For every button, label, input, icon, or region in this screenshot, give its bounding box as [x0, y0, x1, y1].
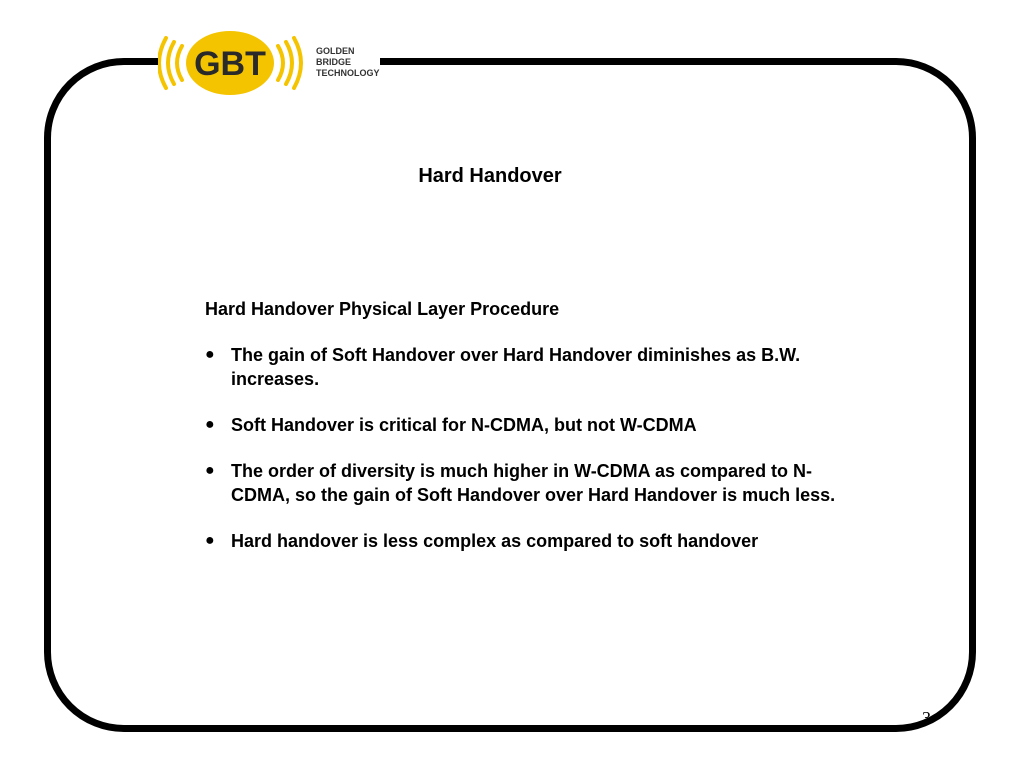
bullet-text: The gain of Soft Handover over Hard Handover diminishes as B.W. increases. [231, 345, 801, 389]
bullet-dot-icon: ● [205, 416, 215, 433]
bullet-item [205, 459, 845, 507]
page-number: 3 [922, 708, 931, 728]
section-heading: Hard Handover Physical Layer Procedure [205, 299, 560, 319]
gbt-logo-graphic [158, 28, 380, 98]
logo-mark-text: GBT [194, 45, 266, 83]
logo-line-2: BRIDGE [316, 57, 352, 67]
gbt-logo [158, 28, 380, 98]
bullet-dot-icon: ● [205, 532, 215, 549]
bullet-text: The order of diversity is much higher in W-CDMA as compared to N-CDMA, so the gain of Soft Handover over Hard Handover is much less. [231, 461, 836, 505]
logo-line-1: GOLDEN [316, 46, 355, 56]
bullet-text: Hard handover is less complex as compared to soft handover [231, 531, 759, 551]
bullet-list [205, 343, 845, 553]
bullet-dot-icon: ● [205, 462, 215, 479]
slide-content [205, 297, 845, 575]
bullet-item [205, 413, 845, 437]
slide-title: Hard Handover [418, 165, 562, 187]
bullet-text: Soft Handover is critical for N-CDMA, but not W-CDMA [231, 415, 697, 435]
bullet-item [205, 343, 845, 391]
bullet-dot-icon: ● [205, 346, 215, 363]
bullet-item [205, 529, 845, 553]
logo-line-3: TECHNOLOGY [316, 68, 380, 78]
